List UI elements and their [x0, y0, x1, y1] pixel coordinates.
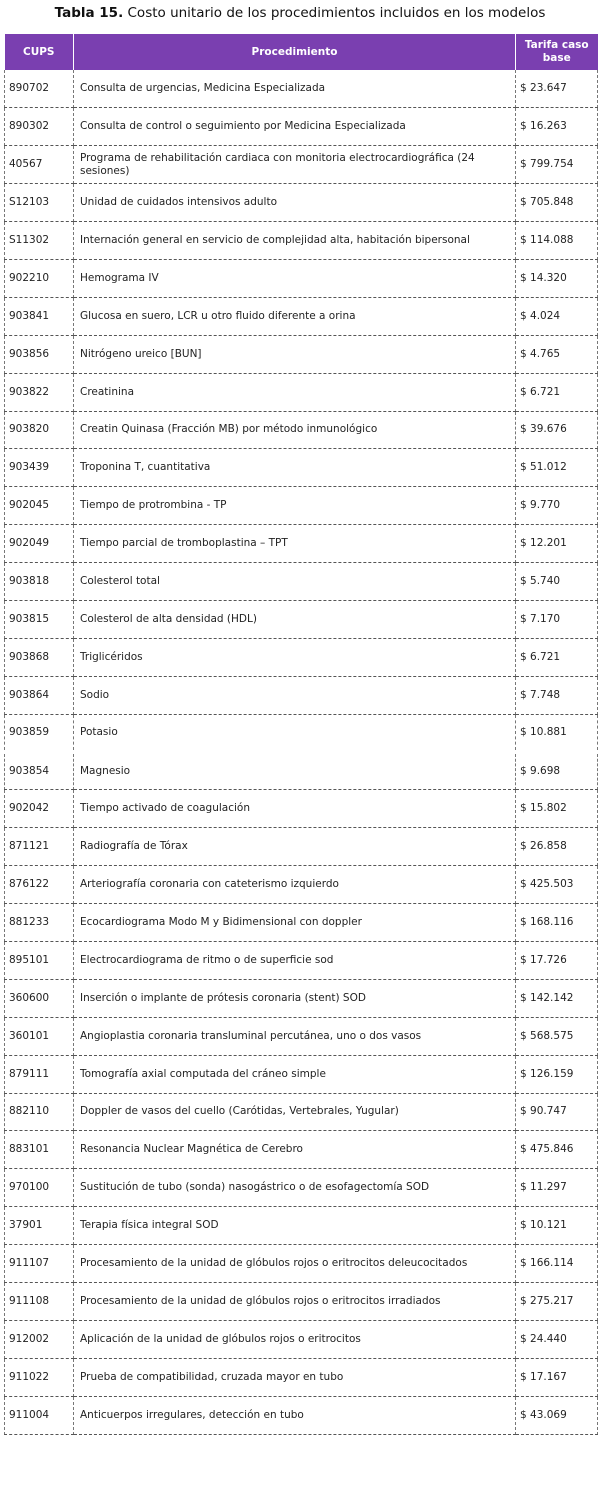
cost-cell: $ 168.116 — [516, 904, 598, 942]
table-row — [5, 790, 598, 828]
table-row — [5, 600, 598, 638]
procedure-cell: Triglicéridos — [74, 638, 516, 676]
table-row — [5, 297, 598, 335]
caption-text: Costo unitario de los procedimientos incluidos en los modelos — [123, 5, 546, 21]
table-row — [5, 487, 598, 525]
table-row — [5, 638, 598, 676]
cups-cell: 895101 — [5, 941, 74, 979]
procedure-cell: Doppler de vasos del cuello (Carótidas, Vertebrales, Yugular) — [74, 1093, 516, 1131]
cups-cell: 902210 — [5, 259, 74, 297]
procedure-cell: Procesamiento de la unidad de glóbulos rojos o eritrocitos deleucocitados — [74, 1245, 516, 1283]
cups-cell: S12103 — [5, 184, 74, 222]
header-cost: Tarifa caso base — [516, 34, 598, 70]
procedure-cell: Hemograma IV — [74, 259, 516, 297]
cost-cell: $ 568.575 — [516, 1017, 598, 1055]
cost-cell: $ 425.503 — [516, 866, 598, 904]
cost-cell: $ 126.159 — [516, 1055, 598, 1093]
cost-cell: $ 275.217 — [516, 1283, 598, 1321]
procedure-cell: Colesterol total — [74, 563, 516, 601]
cost-cell: $ 142.142 — [516, 979, 598, 1017]
table-row — [5, 70, 598, 108]
table-row — [5, 1169, 598, 1207]
cups-cell: 903822 — [5, 373, 74, 411]
cups-cell: 902042 — [5, 790, 74, 828]
table-row — [5, 1055, 598, 1093]
procedure-cell: Radiografía de Tórax — [74, 828, 516, 866]
procedure-cell: Unidad de cuidados intensivos adulto — [74, 184, 516, 222]
cups-cell: 903864 — [5, 676, 74, 714]
procedure-cell: Colesterol de alta densidad (HDL) — [74, 600, 516, 638]
procedure-cell: Programa de rehabilitación cardiaca con monitoria electrocardiográfica (24 sesiones) — [74, 146, 516, 184]
cups-cell: 911004 — [5, 1396, 74, 1434]
procedure-cell: Sodio — [74, 676, 516, 714]
cost-cell: $ 799.754 — [516, 146, 598, 184]
cups-cell: 890702 — [5, 70, 74, 108]
cost-cell: $ 17.726 — [516, 941, 598, 979]
cups-cell: 871121 — [5, 828, 74, 866]
cost-cell: $ 9.770 — [516, 487, 598, 525]
cost-cell: $ 114.088 — [516, 222, 598, 260]
procedure-cell: Procesamiento de la unidad de glóbulos rojos o eritrocitos irradiados — [74, 1283, 516, 1321]
table-row — [5, 866, 598, 904]
table-row — [5, 941, 598, 979]
procedure-cell: Electrocardiograma de ritmo o de superficie sod — [74, 941, 516, 979]
cups-cell: S11302 — [5, 222, 74, 260]
cost-cell: $ 11.297 — [516, 1169, 598, 1207]
cups-cell: 903868 — [5, 638, 74, 676]
cups-cell: 903815 — [5, 600, 74, 638]
procedure-cell: Ecocardiograma Modo M y Bidimensional con doppler — [74, 904, 516, 942]
procedure-cell: Consulta de urgencias, Medicina Especializada — [74, 70, 516, 108]
procedure-cell: Tiempo activado de coagulación — [74, 790, 516, 828]
table-row — [5, 525, 598, 563]
cups-cell: 902045 — [5, 487, 74, 525]
cups-cell: 360101 — [5, 1017, 74, 1055]
cups-cell: 903854 — [5, 752, 74, 790]
table-row — [5, 259, 598, 297]
cost-cell: $ 166.114 — [516, 1245, 598, 1283]
table-row — [5, 449, 598, 487]
cups-cell: 902049 — [5, 525, 74, 563]
procedure-cell: Tiempo parcial de tromboplastina – TPT — [74, 525, 516, 563]
table-row — [5, 979, 598, 1017]
table-row — [5, 1093, 598, 1131]
table-row — [5, 1320, 598, 1358]
cost-cell: $ 24.440 — [516, 1320, 598, 1358]
procedure-cell: Troponina T, cuantitativa — [74, 449, 516, 487]
cost-cell: $ 90.747 — [516, 1093, 598, 1131]
cost-cell: $ 7.170 — [516, 600, 598, 638]
table-row — [5, 1207, 598, 1245]
cups-cell: 903820 — [5, 411, 74, 449]
table-row — [5, 146, 598, 184]
header-procedure: Procedimiento — [74, 34, 516, 70]
header-cups: CUPS — [5, 34, 74, 70]
procedure-cell: Inserción o implante de prótesis coronaria (stent) SOD — [74, 979, 516, 1017]
cost-cell: $ 16.263 — [516, 108, 598, 146]
table-row — [5, 222, 598, 260]
cost-cell: $ 23.647 — [516, 70, 598, 108]
cost-cell: $ 39.676 — [516, 411, 598, 449]
cups-cell: 903439 — [5, 449, 74, 487]
table-row — [5, 1396, 598, 1434]
procedure-cell: Creatin Quinasa (Fracción MB) por método inmunológico — [74, 411, 516, 449]
cups-cell: 879111 — [5, 1055, 74, 1093]
table-row — [5, 676, 598, 714]
table-row — [5, 1131, 598, 1169]
procedure-cell: Resonancia Nuclear Magnética de Cerebro — [74, 1131, 516, 1169]
cups-cell: 903856 — [5, 335, 74, 373]
procedure-cell: Potasio — [74, 714, 516, 752]
caption-label: Tabla 15. — [54, 5, 124, 21]
cost-cell: $ 4.024 — [516, 297, 598, 335]
table-row — [5, 184, 598, 222]
cups-cell: 37901 — [5, 1207, 74, 1245]
procedure-cell: Arteriografía coronaria con cateterismo izquierdo — [74, 866, 516, 904]
cost-cell: $ 43.069 — [516, 1396, 598, 1434]
cost-cell: $ 6.721 — [516, 638, 598, 676]
cost-cell: $ 17.167 — [516, 1358, 598, 1396]
procedure-cell: Aplicación de la unidad de glóbulos rojos o eritrocitos — [74, 1320, 516, 1358]
cups-cell: 911022 — [5, 1358, 74, 1396]
table-row — [5, 714, 598, 752]
procedure-cell: Prueba de compatibilidad, cruzada mayor en tubo — [74, 1358, 516, 1396]
cups-cell: 876122 — [5, 866, 74, 904]
cups-cell: 912002 — [5, 1320, 74, 1358]
table-row — [5, 108, 598, 146]
header-row — [5, 34, 598, 70]
cost-cell: $ 6.721 — [516, 373, 598, 411]
table-row — [5, 752, 598, 790]
procedure-cell: Sustitución de tubo (sonda) nasogástrico o de esofagectomía SOD — [74, 1169, 516, 1207]
cups-cell: 911107 — [5, 1245, 74, 1283]
cost-cell: $ 51.012 — [516, 449, 598, 487]
procedure-cell: Nitrógeno ureico [BUN] — [74, 335, 516, 373]
cost-cell: $ 10.121 — [516, 1207, 598, 1245]
cups-cell: 883101 — [5, 1131, 74, 1169]
procedure-cell: Terapia física integral SOD — [74, 1207, 516, 1245]
cost-cell: $ 12.201 — [516, 525, 598, 563]
cost-cell: $ 705.848 — [516, 184, 598, 222]
cost-cell: $ 14.320 — [516, 259, 598, 297]
cups-cell: 911108 — [5, 1283, 74, 1321]
cups-cell: 970100 — [5, 1169, 74, 1207]
cost-cell: $ 10.881 — [516, 714, 598, 752]
cost-cell: $ 475.846 — [516, 1131, 598, 1169]
table-row — [5, 904, 598, 942]
procedure-cell: Angioplastia coronaria transluminal percutánea, uno o dos vasos — [74, 1017, 516, 1055]
procedure-cell: Consulta de control o seguimiento por Medicina Especializada — [74, 108, 516, 146]
cost-cell: $ 5.740 — [516, 563, 598, 601]
procedure-cell: Internación general en servicio de complejidad alta, habitación bipersonal — [74, 222, 516, 260]
cost-cell: $ 7.748 — [516, 676, 598, 714]
table-row — [5, 1358, 598, 1396]
procedure-cell: Creatinina — [74, 373, 516, 411]
table-row — [5, 828, 598, 866]
cups-cell: 882110 — [5, 1093, 74, 1131]
cost-cell: $ 26.858 — [516, 828, 598, 866]
table-row — [5, 1245, 598, 1283]
procedure-cell: Tomografía axial computada del cráneo simple — [74, 1055, 516, 1093]
cups-cell: 360600 — [5, 979, 74, 1017]
cups-cell: 890302 — [5, 108, 74, 146]
cost-cell: $ 4.765 — [516, 335, 598, 373]
table-row — [5, 411, 598, 449]
table-row — [5, 1017, 598, 1055]
cups-cell: 903818 — [5, 563, 74, 601]
cups-cell: 40567 — [5, 146, 74, 184]
procedure-cell: Anticuerpos irregulares, detección en tubo — [74, 1396, 516, 1434]
table-row — [5, 1283, 598, 1321]
cost-cell: $ 15.802 — [516, 790, 598, 828]
procedure-cell: Glucosa en suero, LCR u otro fluido diferente a orina — [74, 297, 516, 335]
cups-cell: 881233 — [5, 904, 74, 942]
cost-cell: $ 9.698 — [516, 752, 598, 790]
cups-cell: 903841 — [5, 297, 74, 335]
cups-cell: 903859 — [5, 714, 74, 752]
procedure-cell: Magnesio — [74, 752, 516, 790]
procedure-cell: Tiempo de protrombina - TP — [74, 487, 516, 525]
table-row — [5, 335, 598, 373]
cost-table — [4, 34, 598, 1435]
table-row — [5, 563, 598, 601]
table-row — [5, 373, 598, 411]
table-caption — [0, 0, 600, 34]
